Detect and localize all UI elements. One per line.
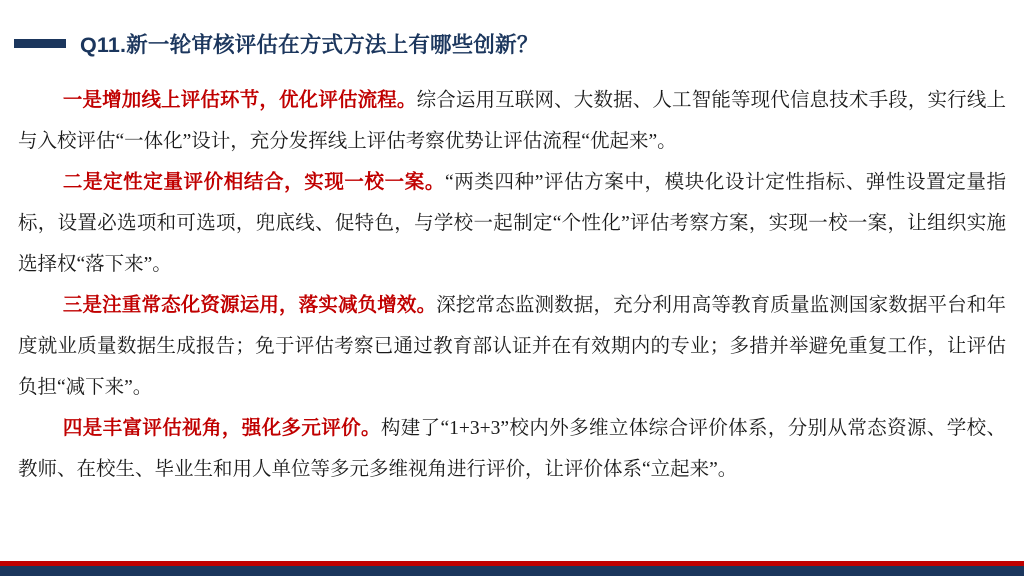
paragraph-4-lead: 四是丰富评估视角，强化多元评价。: [62, 418, 381, 439]
paragraph-4: [18, 408, 1006, 490]
paragraph-2: [18, 162, 1006, 285]
paragraph-2-body: “两类四种”评估方案中，模块化设计定性指标、弹性设置定量指标，设置必选项和可选项，兜底线、促特色，与学校一起制定“个性化”评估考察方案，实现一校一案，让组织实施选择权“落下来”。: [18, 172, 1006, 275]
paragraph-3: [18, 285, 1006, 408]
page-title: Q11.新一轮审核评估在方式方法上有哪些创新？: [80, 32, 539, 57]
title-accent-bar: [14, 39, 66, 48]
footer-accent-bars: [0, 560, 1024, 576]
slide-body: [18, 80, 1006, 490]
footer-navy-bar: [0, 566, 1024, 576]
paragraph-1-body: 综合运用互联网、大数据、人工智能等现代信息技术手段，实行线上与入校评估“一体化”设计，充分发挥线上评估考察优势让评估流程“优起来”。: [18, 90, 1006, 152]
paragraph-4-body: 构建了“1+3+3”校内外多维立体综合评价体系，分别从常态资源、学校、教师、在校生、毕业生和用人单位等多元多维视角进行评价，让评价体系“立起来”。: [18, 418, 1006, 480]
paragraph-2-lead: 二是定性定量评价相结合，实现一校一案。: [62, 172, 445, 193]
paragraph-3-body: 深挖常态监测数据，充分利用高等教育质量监测国家数据平台和年度就业质量数据生成报告；免于评估考察已通过教育部认证并在有效期内的专业；多措并举避免重复工作，让评估负担“减下来”。: [18, 295, 1006, 398]
paragraph-1-lead: 一是增加线上评估环节，优化评估流程。: [62, 90, 417, 111]
slide-title-row: [0, 26, 1024, 60]
paragraph-1: [18, 80, 1006, 162]
paragraph-3-lead: 三是注重常态化资源运用，落实减负增效。: [62, 295, 437, 316]
